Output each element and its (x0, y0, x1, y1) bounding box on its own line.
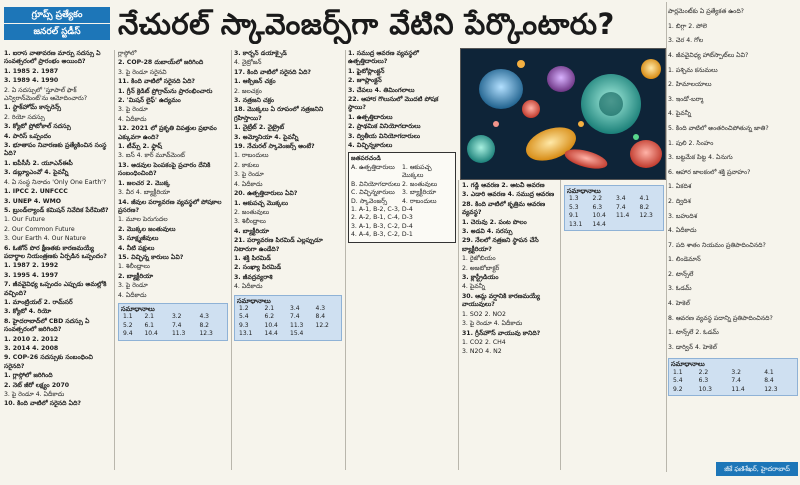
question-line: 3. పై రెండూ (118, 282, 148, 290)
answer-cell: 4.1 (764, 368, 774, 376)
match-right-item: 2. జంతువులు (402, 180, 438, 188)
question-line: 3. క్యోటో ప్రోటోకాల్ సదస్సు (4, 123, 71, 131)
column-divider (114, 50, 115, 470)
question-line: 1. IPCC 2. UNFCCC (4, 188, 68, 196)
question-line: 1. గడ్డి ఆవరణ 2. అటవీ ఆవరణ (462, 182, 545, 189)
answer-cell: 5.2 (123, 321, 133, 329)
answer-cell: 2.1 (264, 304, 275, 312)
question-line: 1. నైట్రేట్ 2. నైట్రైట్ (234, 124, 285, 132)
match-right-item: 3. బ్యాక్టీరియా (402, 189, 437, 197)
question-line: 6. ఓజోన్ పొర క్షీణతకు కారణమయ్యే పదార్థాల నియంత్రణకు ఏర్పడిన ఒప్పందం? (4, 244, 107, 260)
answer-cell: 8.4 (764, 377, 774, 385)
question-line: 3. ఎడారి ఆవరణ 4. సముద్ర ఆవరణ (462, 191, 555, 199)
question-line: 3. ఓడమ్ (668, 285, 692, 293)
question-line: 13. అడవుల పెంపకంపై ప్రచారం దేనికి సంబంధించింది? (118, 161, 211, 178)
question-line: 4. పారిస్ ఒప్పందం (4, 132, 52, 140)
question-line: 29. నేలలో నత్రజని స్థాపన చేసే బ్యాక్టీరియా? (462, 237, 539, 253)
answer-cell: 8.2 (639, 203, 650, 211)
question-line: 2. కాకులు (234, 161, 260, 169)
question-line: 3. 2014 4. 2008 (4, 345, 59, 352)
question-line: గ్లాస్గోలో (118, 50, 137, 57)
question-line: 3. ఐస్ 4. కార్ మూవ్‌మెంట్ (118, 152, 185, 160)
question-line: పార్లమెంట్‌కు ఏ ప్రత్యేకత ఉంది? (668, 8, 744, 16)
question-line: 4. ఏదీకాదు (118, 291, 147, 299)
question-line: 3. క్లాస్ట్రీడియం (462, 274, 499, 282)
question-line: 1. ఉత్పత్తిదారులు (348, 113, 393, 121)
question-line: 17. కింది వాటిలో సరైనది ఏది? (234, 68, 312, 76)
question-line: 14. జీవుల పర్యావరణ వ్యవస్థలో పోషకాల ప్రసరణ? (118, 198, 222, 214)
answer-cell (314, 330, 340, 338)
answer-cell: 11.3 (171, 330, 186, 338)
answer-cell (614, 221, 638, 229)
question-line: 3. డార్విన్ 4. హెకెల్ (668, 343, 717, 351)
question-line: 4. నీటి పక్షులు (118, 244, 155, 252)
column-divider (666, 2, 667, 472)
question-line: 3. సూక్ష్మజీవులు (118, 235, 159, 243)
answer-cell: 9.1 (569, 212, 579, 220)
question-column-1 (4, 50, 112, 470)
page-headline: నేచురల్ స్కావెంజర్స్‌గా వేటిని పేర్కొంటారు? (118, 7, 615, 41)
answer-cell: 4.3 (199, 313, 209, 321)
question-line: 1. ఫైటోప్లాంక్టన్ (348, 67, 385, 75)
answer-cell: 13.1 (569, 220, 583, 228)
answer-cell: 7.4 (290, 313, 300, 321)
question-line: 3. బహుదిశ (668, 212, 697, 220)
question-line: 2. జలచక్రం (234, 87, 262, 95)
question-line: 1. శక్తి పిరమిడ్ (234, 254, 271, 262)
question-line: 4. పైవన్నీ (462, 283, 486, 291)
question-line: 3. Our Earth 4. Our Nature (4, 235, 86, 243)
question-line: 2. జంతువులు (234, 208, 270, 216)
column-divider (231, 50, 232, 470)
question-line: 4. జీవవైవిధ్య హాట్‌స్పాట్‌లు ఏవి? (668, 51, 749, 59)
question-line: 3. చేపలు 4. తిమింగలాలు (348, 86, 415, 94)
question-line: 15. విచ్ఛిన్న కారులు ఏవి? (118, 253, 184, 261)
question-line: 2. బ్యాక్టీరియా (118, 272, 154, 280)
question-line: 3. ద్వితీయ వినియోగదారులు (348, 132, 420, 140)
question-line: 4. ఏదీకాదు (668, 227, 697, 235)
match-option: 4. A-4, B-3, C-2, D-1 (351, 231, 413, 239)
answer-cell: 2.2 (592, 195, 603, 203)
question-line: 4. ఏ సంస్థ నినాదం 'Only One Earth'? (4, 178, 107, 186)
microbe-image (461, 49, 665, 179)
match-option: 1. A-1, B-2, C-3, D-4 (351, 205, 413, 213)
answer-cell: 4.1 (639, 195, 650, 203)
question-line: 7. జీవవైవిధ్య ఒప్పందం ఎప్పుడు అమల్లోకి వచ్చింది? (4, 281, 107, 297)
answer-cell: 9.3 (239, 321, 249, 329)
answer-cell: 7.4 (731, 377, 741, 385)
question-line: 3. అడవి 4. సరస్సు (462, 228, 513, 236)
question-line: 21. పర్యావరణ పిరమిడ్ ఎల్లప్పుడూ నిటారుగా ఉండేది? (234, 237, 323, 253)
column-divider (458, 180, 459, 470)
question-line: 2. మొక్కల జంతువులు (118, 225, 176, 233)
answers-title: సమాధానాలు (671, 360, 705, 369)
answer-cell: 2.1 (144, 313, 154, 321)
question-line: 2. అజటోబాక్టర్ (462, 264, 500, 272)
answer-cell: 15.4 (290, 330, 304, 338)
question-line: 1. రాబందులు (234, 152, 269, 160)
answer-cell: 12.3 (764, 385, 778, 393)
question-line: 1. మాంట్రియల్ 2. రామ్‌సర్ (4, 298, 73, 306)
match-left-item: B. వినియోగదారులు (351, 180, 401, 188)
answer-cell: 10.4 (264, 321, 278, 329)
question-line: 9. COP-26 సదస్సుకు సంబంధించి సరైనది? (4, 354, 93, 370)
question-line: 5. కింది వాటిలో అంతరించిపోతున్న జాతి? (668, 124, 769, 132)
answers-title: సమాధానాలు (237, 296, 271, 305)
answer-cell: 6.3 (698, 377, 709, 385)
match-option: 3. A-1, B-3, C-2, D-4 (351, 222, 413, 230)
question-line: 30. ఆమ్ల వర్షానికి కారణమయ్యే వాయువులు? (462, 292, 540, 309)
section-tag-general-studies: జనరల్ స్టడీస్ (4, 24, 110, 40)
question-line: 1. ఏకదిశ (668, 183, 692, 191)
answer-cell: 12.3 (199, 330, 213, 338)
question-line: 1. 1985 2. 1987 (4, 67, 59, 75)
answer-cell: 2.2 (698, 368, 709, 376)
answer-cell: 14.4 (592, 220, 606, 228)
answers-title: సమాధానాలు (121, 304, 155, 313)
match-left-item: C. విచ్ఛిన్నకారులు (351, 189, 395, 197)
question-line: 2. రియో సదస్సు (4, 113, 45, 121)
answer-cell: 8.4 (315, 313, 326, 321)
question-line: 3. శిలీంధ్రాలు (234, 218, 266, 226)
column-divider (560, 180, 561, 470)
question-line: 1. బిగ్గా 2. పోలె (668, 22, 707, 30)
answer-cell: 3.2 (171, 313, 182, 321)
question-line: 3. UNEP 4. WMO (4, 197, 61, 205)
answer-cell: 10.4 (144, 330, 158, 338)
answer-cell: 11.3 (290, 321, 304, 329)
question-line: 11. కింది వాటిలో సరైనది ఏది? (118, 78, 196, 86)
question-line: 3. బట్టమేక పిట్ట 4. ఏనుగు (668, 154, 733, 162)
question-line: 2. జూప్లాంక్టన్ (348, 77, 382, 85)
question-line: 4. హెకెల్ (668, 300, 690, 308)
match-option: 2. A-2, B-1, C-4, D-3 (351, 214, 413, 222)
answers-box (564, 185, 664, 231)
answer-cell: 9.2 (673, 385, 683, 393)
answers-box (234, 295, 342, 341)
question-line: 12. 2021 లో ప్రకృతి విపత్తుల ప్రభావం ఎక్కువగా ఉంది? (118, 125, 217, 141)
question-line: 3. పై రెండూ 4. ఏదీకాదు (462, 320, 523, 328)
question-line: 3. డబ్ల్యూఎంవో 4. పైవన్నీ (4, 169, 69, 177)
answer-cell: 7.4 (171, 321, 182, 329)
answer-cell: 5.4 (673, 377, 683, 385)
question-line: 1. SO2 2. NO2 (462, 310, 506, 318)
question-line: 1. రైజోబియం (462, 255, 496, 263)
question-line: 7. పది శాతం నియమం ప్రతిపాదించినది? (668, 241, 766, 249)
match-left-item: A. ఉత్పత్తిదారులు (351, 163, 395, 171)
question-line: 3. N2O 4. N2 (462, 348, 502, 356)
question-column-2 (118, 50, 228, 470)
answers-box (668, 358, 798, 396)
question-line: 1. ఐపీసీసీ 2. యూఎన్‌ఈపీ (4, 159, 73, 167)
answer-cell: 8.2 (199, 321, 209, 329)
answer-cell: 10.3 (698, 385, 712, 393)
answer-cell: 4.3 (315, 304, 326, 312)
question-line: 4. విచ్ఛిన్నకారులు (348, 142, 393, 150)
question-line: 1. ఆకుపచ్చ మొక్కలు (234, 199, 288, 207)
question-line: 3. పై రెండూ (234, 171, 264, 179)
question-line: 3. భూతాపం నివారణకు ప్రత్యేకించిన సంస్థ ఏది? (4, 142, 107, 158)
question-line: 31. గ్రీన్‌హౌస్ వాయువు కానిది? (462, 329, 541, 337)
question-line: 1. పశ్చిమ కనుమలు (668, 66, 718, 74)
question-line: 3. వీర 4. బ్యాక్టీరియా (118, 189, 171, 197)
question-line: 3. చెర 4. గోల (668, 37, 704, 45)
bacteria-illustration (460, 48, 666, 180)
question-column-6 (564, 182, 664, 470)
answer-cell: 5.3 (569, 203, 579, 211)
answer-cell: 11.4 (616, 212, 630, 220)
answer-cell: 11.4 (731, 385, 745, 393)
answer-cell: 12.2 (315, 321, 329, 329)
question-line: 3. పై రెండూ 4. ఏదీకాదు (4, 391, 65, 399)
question-line: 1. మూల పెరుగుదల (118, 216, 168, 224)
match-right-item: 4. రాబందులు (402, 197, 437, 205)
question-line: 10. కింది వాటిలో సరైనది ఏది? (4, 400, 82, 408)
question-line: 1. స్టాక్‌హోమ్ కాన్ఫరెన్స్ (4, 104, 62, 112)
question-line: 1. Our Future (4, 216, 45, 224)
question-line: 1. శిలీంధ్రాలు (118, 263, 150, 271)
question-line: 3. 1989 4. 1990 (4, 77, 59, 85)
answer-cell (638, 221, 662, 229)
question-line: 2. ఏ సదస్సులో 'స్తూపాల్ ఫాక్ ఎన్విరాన్‌మెంట్'ను ఆమోదించారు? (4, 86, 88, 103)
question-line: 5. బ్రుండ్‌ల్యాండ్ కమిషన్ నివేదిక పేరేమిటి? (4, 206, 109, 214)
question-line: 4. ఏదీకాదు (234, 283, 263, 291)
question-line: 22. ఆహార గొలుసులో మొదటి పోషక స్థాయి? (348, 96, 439, 112)
question-line: 4. ఏదీకాదు (234, 180, 263, 188)
question-line: 2. హిమాలయాలు (668, 81, 712, 89)
question-line: 4. పైవన్నీ (668, 110, 692, 118)
question-line: 1. గ్లాస్గోలో జరిగింది (4, 372, 53, 380)
answer-cell: 6.1 (144, 321, 154, 329)
question-line: 3. 1995 4. 1997 (4, 271, 59, 279)
answer-cell: 14.4 (264, 330, 278, 338)
question-line: 1. జలచర 2. మొక్క (118, 179, 170, 187)
column-divider (345, 50, 346, 470)
answer-cell: 1.3 (569, 195, 579, 203)
question-line: 2. నెట్ జీరో లక్ష్యం 2070 (4, 381, 70, 389)
answer-cell: 13.1 (239, 330, 253, 338)
answer-cell: 1.2 (239, 304, 249, 312)
question-line: 3. ఇండో-బర్మా (668, 95, 704, 103)
answer-cell: 12.3 (639, 212, 653, 220)
answer-cell: 3.4 (290, 304, 300, 312)
question-line: 1. 1987 2. 1992 (4, 262, 59, 270)
question-line: 2. సంఖ్యా పిరమిడ్ (234, 264, 282, 272)
match-the-following-box (348, 152, 456, 242)
match-left-item: D. స్కావెంజర్స్ (351, 197, 388, 205)
question-line: 3. క్యోటో 4. రియో (4, 308, 52, 316)
section-tag-groups: గ్రూప్స్ ప్రత్యేకం (4, 7, 110, 23)
question-line: 28. కింది వాటిలో కృత్రిమ ఆవరణ వ్యవస్థ? (462, 200, 546, 217)
question-line: 1. గ్రీన్ క్రెడిట్ ప్రోగ్రామ్‌ను ప్రారంభించారు (118, 87, 213, 95)
question-line: 20. ఉత్పత్తిదారులు ఏవి? (234, 190, 298, 198)
answer-cell: 6.2 (264, 313, 275, 321)
answers-box (118, 303, 228, 341)
question-column-right (668, 2, 798, 460)
question-line: 1. సముద్ర ఆవరణ వ్యవస్థలో ఉత్పత్తిదారులు? (348, 50, 419, 66)
question-line: 1. లిండెమాన్ (668, 256, 701, 264)
question-line: 4. నైట్రోజన్ (234, 59, 262, 67)
question-line: 3. పై రెండూ సరైనవి (118, 68, 167, 76)
question-line: 1. టీమ్స్ 2. ఫ్లాష్ (118, 143, 162, 151)
answer-cell: 10.4 (592, 212, 606, 220)
answer-cell: 1.1 (673, 368, 683, 376)
answer-cell: 6.3 (592, 203, 603, 211)
question-line: 2. Our Common Future (4, 225, 75, 233)
answers-title: సమాధానాలు (567, 187, 601, 195)
question-line: 1. CO2 2. CH4 (462, 338, 506, 346)
question-line: 2. ద్విదిశ (668, 197, 691, 205)
answer-cell: 3.4 (616, 195, 626, 203)
question-line: 8. హైదరాబాద్‌లో CBD సదస్సు ఏ సంవత్సరంలో జరిగింది? (4, 317, 90, 334)
question-line: 8. ఆవరణ వ్యవస్థ పదాన్ని ప్రతిపాదించినది? (668, 314, 773, 322)
author-signature: జీకే ఫణిశేఖర్, హైదరాబాద్ (716, 462, 798, 476)
match-right-item: 1. ఆకుపచ్చ మొక్కలు (402, 163, 432, 180)
question-line: 18. మొక్కలు ఏ రూపంలో నత్రజనిని గ్రహిస్తాయి? (234, 106, 324, 122)
question-line: 1. టాన్స్‌లే 2. ఓడమ్ (668, 329, 719, 337)
question-line: 3. నత్రజని చక్రం (234, 97, 275, 105)
question-line: 2. COP-28 దుబాయ్‌లో జరిగింది (118, 59, 204, 67)
question-line: 1. 2010 2. 2012 (4, 335, 59, 343)
question-line: 2. టాన్స్‌లే (668, 270, 694, 278)
question-line: 1. ఆక్సిజన్ చక్రం (234, 78, 276, 86)
answer-cell: 1.1 (123, 313, 133, 321)
question-column-4 (348, 50, 456, 470)
question-line: 2. 'మిషన్ లైఫ్' ఉద్యమం (118, 97, 181, 105)
question-line: 1. ఐరాస వాతావరణ మార్పు సదస్సు ఏ సంవత్సరంలో ప్రారంభం అయింది? (4, 50, 101, 66)
question-line: 3. పై రెండూ (118, 106, 148, 114)
question-line: 4. ఏదీకాదు (118, 115, 147, 123)
question-line: 3. జీవద్రవ్యరాశి (234, 273, 273, 281)
answer-cell: 5.4 (239, 313, 249, 321)
question-line: 19. నేచురల్ స్కావెంజర్స్ అంటే? (234, 143, 315, 151)
answer-cell: 9.4 (123, 330, 133, 338)
answer-cell: 7.4 (616, 203, 626, 211)
match-heading: జతపరచండి (351, 155, 381, 163)
question-line: 4. బ్యాక్టీరియా (234, 227, 270, 235)
question-line: 3. కార్బన్ డయాక్సైడ్ (234, 50, 287, 57)
question-line: 2. ప్రాథమిక వినియోగదారులు (348, 123, 421, 131)
question-line: 1. చెరువు 2. పంట పొలం (462, 218, 527, 226)
question-line: 1. పులి 2. సింహం (668, 139, 714, 147)
question-line: 6. ఆహార జాలకంలో శక్తి ప్రవాహం? (668, 168, 751, 176)
question-column-5 (462, 182, 558, 470)
question-column-3 (234, 50, 342, 470)
answer-cell: 3.2 (731, 368, 741, 376)
question-line: 3. అమ్మోనియా 4. పైవన్నీ (234, 133, 299, 141)
